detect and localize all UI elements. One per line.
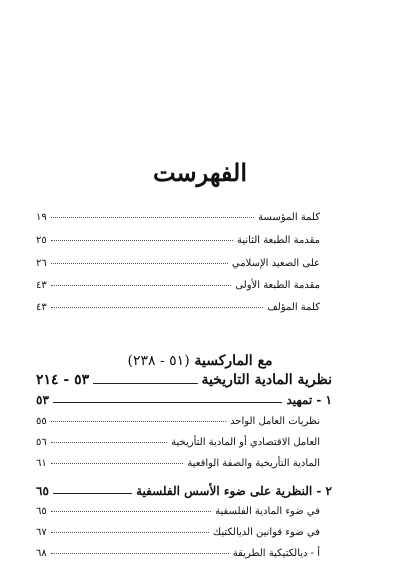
toc-entry	[36, 548, 320, 559]
toc-entry	[36, 235, 320, 246]
leader-dots	[51, 511, 211, 512]
entry-label: المادية التأريخية والصفة الواقعية	[187, 458, 320, 469]
entry-label: مقدمة الطبعة الثانية	[236, 235, 320, 246]
entry-page: ٥٣ - ٢١٤	[36, 372, 90, 388]
entry-page: ٦٨	[36, 548, 47, 559]
leader-dots	[51, 217, 254, 218]
entry-label: أ - ديالكتيكية الطريقة	[232, 548, 320, 559]
leader-line	[53, 402, 283, 403]
leader-dots	[51, 307, 264, 308]
leader-line	[93, 383, 197, 384]
entry-page: ٥٣	[36, 393, 49, 407]
entry-label: كلمة المؤسسة	[258, 212, 320, 223]
toc-entry	[36, 458, 320, 469]
leader-dots	[51, 285, 232, 286]
entry-page: ٥٥	[36, 416, 47, 427]
entry-page: ٥٦	[36, 437, 47, 448]
entry-label: العامل الاقتصادي أو المادية التأريخية	[171, 437, 320, 448]
leader-dots	[51, 263, 228, 264]
entry-label: نظريات العامل الواحد	[230, 416, 320, 427]
toc-entry	[36, 437, 320, 448]
entry-page: ٤٣	[36, 302, 47, 313]
entry-page: ٦٧	[36, 527, 47, 538]
entry-page: ٢٦	[36, 258, 47, 269]
toc-entry	[36, 416, 320, 427]
toc-entry	[36, 212, 320, 223]
entry-page: ٦٥	[36, 484, 49, 498]
entry-label: كلمة المؤلف	[267, 302, 320, 313]
toc-entry	[36, 527, 320, 538]
leader-dots	[51, 421, 226, 422]
entry-label: مقدمة الطبعة الأولى	[235, 280, 320, 291]
section-pages: (٥١ - ٢٣٨)	[127, 353, 190, 369]
leader-dots	[51, 442, 167, 443]
entry-label: في ضوء المادية الفلسفية	[215, 506, 320, 517]
leader-dots	[51, 532, 209, 533]
leader-line	[53, 493, 132, 494]
subsection-entry	[36, 393, 332, 407]
entry-label: على الصعيد الإسلامي	[231, 258, 320, 269]
entry-label: ٢ - النظرية على ضوء الأسس الفلسفية	[136, 484, 332, 498]
entry-label: نظرية المادية التاريخية	[201, 372, 332, 388]
section-header	[0, 353, 400, 369]
leader-dots	[51, 553, 229, 554]
toc-entry	[36, 302, 320, 313]
toc-entry	[36, 258, 320, 269]
entry-label: ١ - تمهيد	[286, 393, 332, 407]
entry-page: ٦١	[36, 458, 47, 469]
leader-dots	[51, 463, 184, 464]
toc-entry	[36, 506, 320, 517]
page-title: الفهرست	[152, 158, 248, 187]
toc-entry	[36, 280, 320, 291]
subsection-entry	[36, 484, 332, 498]
leader-dots	[51, 240, 233, 241]
entry-page: ٤٣	[36, 280, 47, 291]
entry-page: ٢٥	[36, 235, 47, 246]
entry-page: ٦٥	[36, 506, 47, 517]
main-entry	[36, 372, 332, 388]
section-title: مع الماركسية	[194, 353, 273, 369]
entry-label: في ضوء قوانين الديالكتيك	[212, 527, 320, 538]
entry-page: ١٩	[36, 212, 47, 223]
